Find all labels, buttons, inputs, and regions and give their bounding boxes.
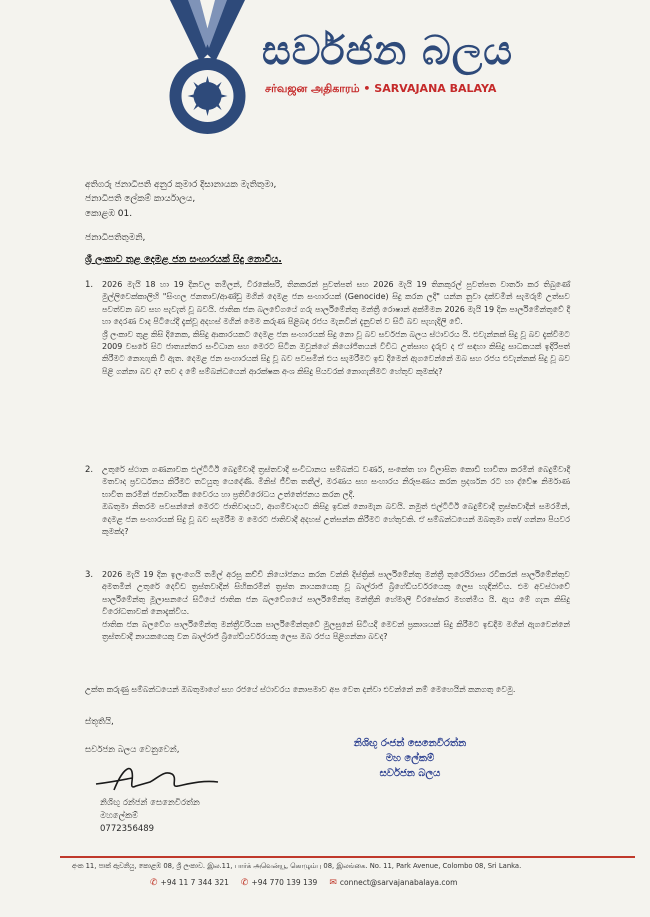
signatory-block: [100, 797, 200, 836]
item-paragraph: ඔබතුමා නිතරම පවසන්නේ මෙරට ජාතිවාදයට, ආගම්වාදයට කිසිදු ඉඩක් නොමැන බවයි. නමුත් එල්ටීටීඊ බෙදුම්වාදී ත්‍රස්තවාදීන් සමරමින්, දෙමළ ජන සංහාරයක් සිදු වූ බව සැමරීම ම මෙරට ජාතිවාදී අදහස් උත්සන්න කිරීමට හේතුවකි. ඒ සම්බන්ධයෙන් ඔබතුමා ගත්/ ගන්නා පියවර කුමක්ද?: [102, 502, 570, 537]
item-number: 3.: [85, 570, 94, 580]
item-paragraph: 2026 මැයි 18 හා 19 දිනවල තමිලන්, විරකේසරි, තිනකරන් පුවත්පත් සහ 2026 මැයි 19 තිනකුරල් පුවත්පත වාර්තා කර තිබුණේ මුල්ලිවෙක්කාලිහි "සිංහල ජනතාව/ආණ්ඩු මගින් දෙමළ ජන සංහාරයක් (Genocide) සිදු කරන ලදී" යන්න නුවා දක්වමින් සැමරුම් උත්සව පවත්වන බව සහ පැවැත් වූ බවයි. ජාතික ජන බලවේගයේ ගරු පාර්ලිමේන්තු මන්ත්‍රී රොෂාන් අක්මීමන 2026 මැයි 19 දින පාර්ලිමේන්තුවේ දී හා දෙරණ වාද පිටියේදී දැක්වූ අදහස් මගින් මෙම කරුණ පිළිබඳ රජය මැනවින් දැනුවත් ව සිටි බව පැහැදිලි වේ.: [102, 280, 570, 327]
footer-divider: [60, 856, 635, 858]
mobile-icon: ✆: [240, 878, 249, 888]
mail-icon: ✉: [329, 878, 337, 888]
phone-icon: ✆: [150, 878, 158, 888]
signatory-phone: 0772356489: [100, 824, 155, 834]
signatory-title: මහලේකම්: [100, 811, 139, 821]
handwritten-signature-icon: [92, 760, 222, 796]
footer-address: අංක 11, පාක් ඇවනියු, කොළඹ 08, ශ්‍රී ලංකාව. இல.11, பார்க் அவென்யூ, கொழும்பு 08, இலங்கை. No. 11, Park Avenue, Colombo 08, Sri Lanka.: [72, 862, 522, 870]
brand-name: සර්වජන බලය: [262, 28, 514, 74]
recipient-line-3: කොළඹ 01.: [85, 209, 133, 219]
thanks-line: ස්තූතියි,: [85, 717, 114, 727]
item-paragraph: උතුරේ ස්ථාන ගණනාවක එල්ටීටීඊ බෙදුම්වාදී ත්‍රස්තවාදී සංවිධානය සම්බන්ධ වර්ණ, සංකේත හා විලාසිත කොඩි භාවිතා කරමින් බෙදුම්වාදී මතවාද ප්‍රවර්ධනය කිරීමට තටයුතු යෙදේණි. මිනිස් ජීවිත තතීල්, මරණය සහ සංහාරය නිරූපණය කරන ප්‍රදර්ශන රට හා ද්වේෂ නිර්මාණ භාවිත කරමින් ජනවාර්ගික වෛරය හා ප්‍රතිවිරෝධය උත්තේජනය කරන ලදී.: [102, 465, 570, 499]
brand-subtitle: சர்வஜன அதிகாரம் • SARVAJANA BALAYA: [265, 82, 497, 95]
stamp-line-1: නිශිඟු රංජන් සෙනෙවිරත්න: [353, 738, 467, 749]
closing-paragraph: උක්ත කරුණු සම්බන්ධයෙන් ඔබතුමාගේ සහ රජයේ ස්ථාවරය නොපමාව අප වෙත දන්වා එවන්නේ නම් මෙහෙයින් කනගතු වෙමු.: [85, 685, 516, 694]
item-paragraph: ශ්‍රී ලංකාව තුළ කිසි දිනෙක, කිසිදු ආකාරයකට දෙමළ ජන සංහාරයක් සිදු නො වූ බව සර්වජන බලය ස්ථාවරය යි. එවැන්නක් සිදු වූ බව දැක්වීමට 2009 වසරේ සිට ජාත්‍යන්තර සංවිධාන සහ මෙරට සිටින ඔවුන්ගේ නියෝජිතයන් විවිධ උත්සාහ දැරුව ද ඒ සඳහා කිසිදු සාධකයක් ඉදිරිපත් කිරීමට නොහැකි වී ඇත. දෙමළ ජන සංහාරයක් සිදු වූ බව පවසමින් එය සැමරීමට ඉඩ දීමෙන් ඇගවෙන්නේ ඔබ සහ රජය එවැන්නක් සිදු වූ බව පිළි ගන්නා බව ද? තව ද මේ සම්බන්ධයෙන් ආරක්ෂක අංශ කිසිදු පියවරක් නොගැනීමට හේතුව කුමක්ද?: [102, 329, 570, 376]
item-number: 2.: [85, 465, 94, 475]
footer-phone-2: ✆ +94 770 139 139: [240, 878, 318, 888]
stamp-line-2: මහ ලේකම්: [385, 753, 435, 764]
on-behalf-line: සර්වජන බලය වෙනුවෙන්,: [85, 745, 180, 755]
signatory-name: නිශිඟු රන්ජන් සෙනෙවිරත්න: [100, 798, 200, 808]
item-paragraph: ජාතික ජන බලවේග පාර්ලිමේන්තු මන්ත්‍රීවරියක පාර්ලිමේන්තුවේ මුලසුනේ සිටියදී මෙවන් ප්‍රකාශයක් සිදු කිරීමට ඉඩදීම මගින් ඇගවෙන්නේ ත්‍රස්තවාදී නායකයෙකු වන බාල්රාජ් බ්‍රිගේඩියර්වරයකු ලෙස ඔබ රජය පිළිගන්නා බවද?: [102, 619, 570, 642]
footer-phone-1: ✆ +94 11 7 344 321: [150, 878, 229, 888]
stamp-line-3: සර්වජන බලය: [379, 768, 441, 779]
recipient-line-1: අතිගරු ජනාධිපති අනුර කුමාර දිසානායක මැතිතුමා,: [85, 180, 277, 190]
footer-contact: [150, 878, 457, 888]
recipient-line-2: ජනාධිපති ලේකම් කාර්යාලය,: [85, 194, 196, 204]
salutation: ජනාධිපතිතුමනි,: [85, 233, 146, 243]
item-number: 1.: [85, 280, 94, 290]
subject-line: ශ්‍රී ලංකාව තුළ දෙමළ ජන සංහාරයක් සිදු නොවීය.: [85, 254, 282, 265]
paragraph-item-1: [85, 279, 570, 378]
paragraph-item-2: [85, 464, 570, 538]
medal-logo-icon: [160, 0, 255, 140]
item-paragraph: 2026 මැයි 19 දින ඉලංගෙයි තමිල් අරසු කච්චි නියෝජනය කරන වන්නි දිස්ත්‍රික් පාර්ලිමේන්තු මන්ත්‍රී තුරෙයිරාසා රවිකරන් පාර්ලිමේන්තුව අමතමින් උතුරේ දෙවිඩ ත්‍රස්තවාදීන් සිහිකරමින් ත්‍රස්ත නායකයෙකු වූ බාල්රාජ් බ්‍රිගේඩියර්වරයෙකු ලෙස හැඳින්විය. එම අවස්ථාවේ පාර්ලිමේන්තු මූලාසනයේ සිටියේ ජාතික ජන බලවේගයේ පාර්ලිමේන්තු මන්ත්‍රීනි හේමාලි විරසේකර මහත්මිය යි. ඇය මේ ගැන කිසිදු විරෝධතාවක් නොදැක්විය.: [102, 570, 570, 617]
official-stamp: [330, 736, 490, 781]
paragraph-item-3: [85, 569, 570, 643]
footer-email: ✉ connect@sarvajanabalaya.com: [329, 878, 458, 888]
